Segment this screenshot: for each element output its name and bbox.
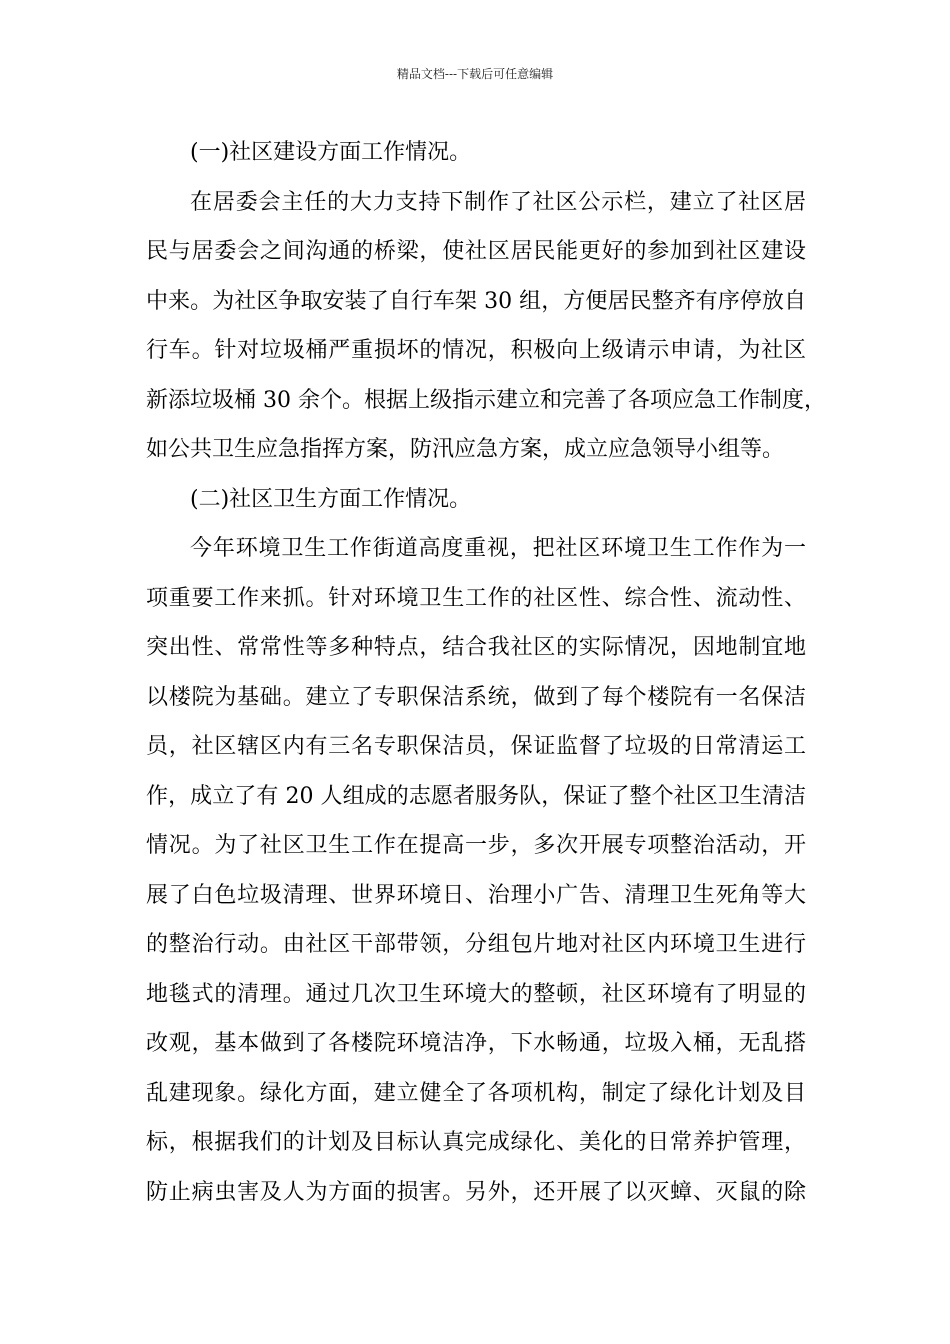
paragraph-line: 情况。为了社区卫生工作在提高一步，多次开展专项整治活动，开 bbox=[146, 833, 806, 858]
paragraph-line: 民与居委会之间沟通的桥梁，使社区居民能更好的参加到社区建设 bbox=[146, 239, 806, 264]
paragraph-line: 以楼院为基础。建立了专职保洁系统，做到了每个楼院有一名保洁 bbox=[146, 684, 806, 710]
paragraph-line: 在居委会主任的大力支持下制作了社区公示栏，建立了社区居 bbox=[190, 189, 806, 215]
paragraph-line: 员，社区辖区内有三名专职保洁员，保证监督了垃圾的日常清运工 bbox=[146, 734, 806, 759]
section-heading-community-building: (一)社区建设方面工作情况。 bbox=[190, 140, 472, 165]
paragraph-line: 乱建现象。绿化方面，建立健全了各项机构，制定了绿化计划及目 bbox=[146, 1080, 806, 1106]
paragraph-line: 展了白色垃圾清理、世界环境日、治理小广告、清理卫生死角等大 bbox=[146, 882, 806, 908]
paragraph-line: 改观，基本做到了各楼院环境洁净，下水畅通，垃圾入桶，无乱搭 bbox=[146, 1031, 806, 1056]
section-heading-community-sanitation: (二)社区卫生方面工作情况。 bbox=[190, 486, 472, 512]
paragraph-line: 防止病虫害及人为方面的损害。另外，还开展了以灭蟑、灭鼠的除 bbox=[146, 1179, 806, 1205]
paragraph-line: 今年环境卫生工作街道高度重视，把社区环境卫生工作作为一 bbox=[190, 536, 806, 561]
paragraph-line: 突出性、常常性等多种特点，结合我社区的实际情况，因地制宜地 bbox=[146, 635, 806, 660]
paragraph-line: 行车。针对垃圾桶严重损坏的情况，积极向上级请示申请，为社区 bbox=[146, 338, 806, 363]
paragraph-line: 新添垃圾桶 30 余个。根据上级指示建立和完善了各项应急工作制度， bbox=[146, 387, 826, 413]
paragraph-line: 地毯式的清理。通过几次卫生环境大的整顿，社区环境有了明显的 bbox=[146, 981, 806, 1007]
paragraph-line: 项重要工作来抓。针对环境卫生工作的社区性、综合性、流动性、 bbox=[146, 585, 806, 611]
paragraph-line: 标，根据我们的计划及目标认真完成绿化、美化的日常养护管理， bbox=[146, 1130, 806, 1155]
paragraph-line: 的整治行动。由社区干部带领，分组包片地对社区内环境卫生进行 bbox=[146, 932, 806, 957]
document-body bbox=[146, 128, 826, 1217]
page-header: 精品文档---下载后可任意编辑 bbox=[396, 67, 554, 81]
paragraph-line: 作，成立了有 20 人组成的志愿者服务队，保证了整个社区卫生清洁 bbox=[146, 783, 806, 809]
paragraph-line: 中来。为社区争取安装了自行车架 30 组，方便居民整齐有序停放自 bbox=[146, 288, 806, 314]
paragraph-line: 如公共卫生应急指挥方案，防汛应急方案，成立应急领导小组等。 bbox=[146, 437, 785, 462]
